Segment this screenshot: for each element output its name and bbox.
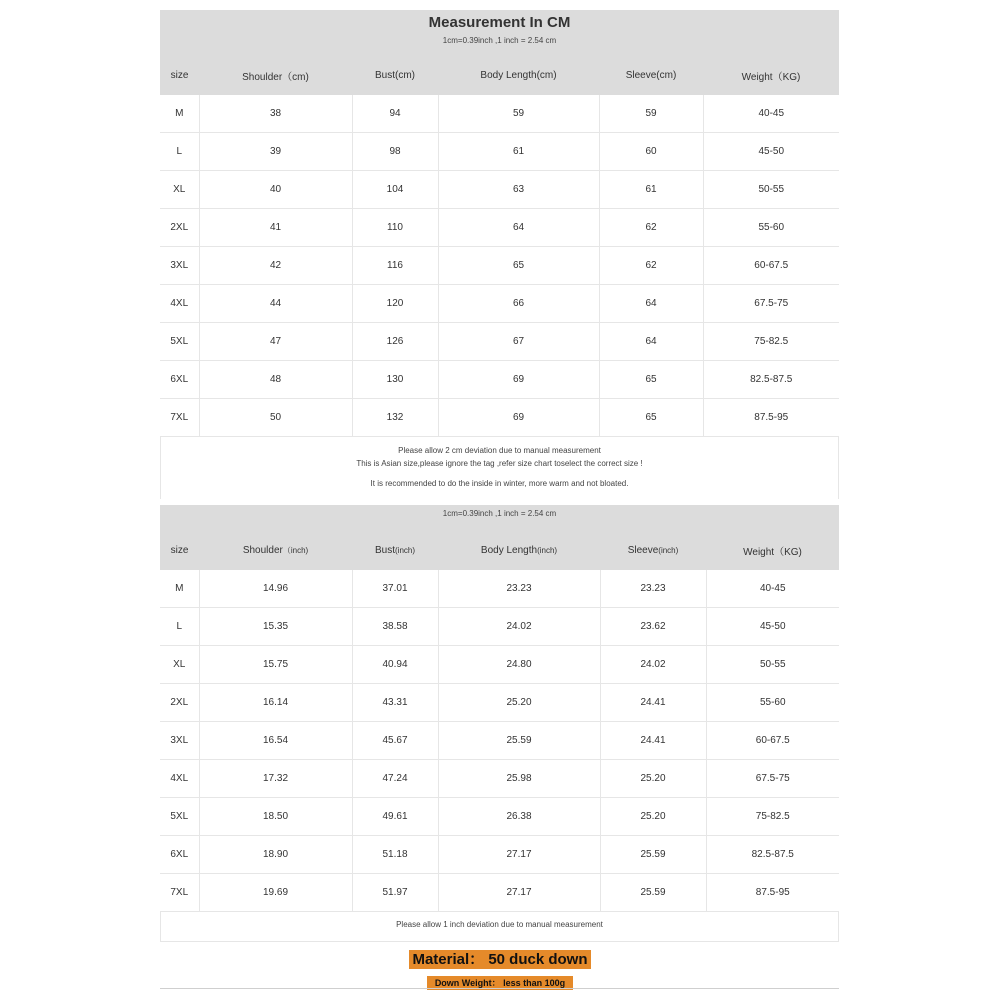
cm-header-bust: Bust(cm) xyxy=(375,70,415,81)
inch-size-chart xyxy=(160,505,839,942)
inch-cell-weight: 75-82.5 xyxy=(706,798,839,836)
inch-cell-body-length: 25.59 xyxy=(438,722,600,760)
cm-cell-weight: 87.5-95 xyxy=(703,399,839,437)
inch-cell-shoulder: 14.96 xyxy=(199,570,352,608)
inch-cell-weight: 67.5-75 xyxy=(706,760,839,798)
inch-header-size: size xyxy=(170,545,189,556)
inch-cell-body-length: 24.02 xyxy=(438,608,600,646)
inch-cell-shoulder: 17.32 xyxy=(199,760,352,798)
inch-cell-weight: 50-55 xyxy=(706,646,839,684)
inch-cell-shoulder: 18.50 xyxy=(199,798,352,836)
cm-cell-body-length: 59 xyxy=(438,95,599,133)
cm-cell-sleeve: 64 xyxy=(599,285,703,323)
inch-cell-body-length: 25.98 xyxy=(438,760,600,798)
inch-cell-weight: 45-50 xyxy=(706,608,839,646)
inch-conversion-note: 1cm=0.39inch ,1 inch = 2.54 cm xyxy=(442,509,557,518)
inch-table-row xyxy=(160,570,839,608)
cm-table-row xyxy=(160,247,839,285)
cm-cell-sleeve: 65 xyxy=(599,361,703,399)
cm-cell-weight: 75-82.5 xyxy=(703,323,839,361)
inch-cell-shoulder: 16.14 xyxy=(199,684,352,722)
cm-cell-shoulder: 50 xyxy=(199,399,352,437)
inch-cell-sleeve: 24.02 xyxy=(600,646,706,684)
inch-cell-size: M xyxy=(160,570,199,608)
cm-cell-weight: 50-55 xyxy=(703,171,839,209)
inch-cell-body-length: 26.38 xyxy=(438,798,600,836)
cm-cell-shoulder: 38 xyxy=(199,95,352,133)
cm-cell-size: XL xyxy=(160,171,199,209)
inch-table-row xyxy=(160,684,839,722)
cm-cell-bust: 110 xyxy=(352,209,438,247)
inch-cell-bust: 51.97 xyxy=(352,874,438,912)
cm-cell-size: 7XL xyxy=(160,399,199,437)
inch-cell-shoulder: 16.54 xyxy=(199,722,352,760)
winter-recommendation-note: It is recommended to do the inside in winter, more warm and not bloated. xyxy=(370,479,629,488)
cm-cell-bust: 98 xyxy=(352,133,438,171)
cm-cell-body-length: 67 xyxy=(438,323,599,361)
cm-cell-body-length: 61 xyxy=(438,133,599,171)
cm-cell-weight: 82.5-87.5 xyxy=(703,361,839,399)
inch-cell-size: L xyxy=(160,608,199,646)
cm-cell-bust: 126 xyxy=(352,323,438,361)
inch-cell-sleeve: 25.20 xyxy=(600,760,706,798)
inch-table-body xyxy=(160,570,839,912)
inch-cell-weight: 55-60 xyxy=(706,684,839,722)
cm-cell-bust: 104 xyxy=(352,171,438,209)
cm-cell-size: L xyxy=(160,133,199,171)
cm-table-row xyxy=(160,361,839,399)
inch-cell-weight: 87.5-95 xyxy=(706,874,839,912)
inch-table-row xyxy=(160,760,839,798)
cm-table-body xyxy=(160,95,839,437)
cm-cell-size: 4XL xyxy=(160,285,199,323)
cm-cell-sleeve: 65 xyxy=(599,399,703,437)
cm-header-body-length: Body Length(cm) xyxy=(480,70,557,81)
material-label: Material： 50 duck down xyxy=(409,950,591,969)
inch-cell-sleeve: 25.59 xyxy=(600,874,706,912)
down-weight-label: Down Weight： less than 100g xyxy=(427,976,573,990)
inch-cell-body-length: 24.80 xyxy=(438,646,600,684)
inch-cell-sleeve: 23.23 xyxy=(600,570,706,608)
inch-cell-size: 4XL xyxy=(160,760,199,798)
cm-cell-size: 5XL xyxy=(160,323,199,361)
inch-cell-shoulder: 15.75 xyxy=(199,646,352,684)
inch-cell-bust: 37.01 xyxy=(352,570,438,608)
cm-cell-body-length: 65 xyxy=(438,247,599,285)
inch-cell-sleeve: 23.62 xyxy=(600,608,706,646)
cm-cell-shoulder: 44 xyxy=(199,285,352,323)
inch-cell-sleeve: 25.20 xyxy=(600,798,706,836)
inch-deviation-note: Please allow 1 inch deviation due to manual measurement xyxy=(396,920,603,929)
inch-header-sleeve: Sleeve(inch) xyxy=(627,545,679,556)
cm-cell-shoulder: 42 xyxy=(199,247,352,285)
inch-table-row xyxy=(160,646,839,684)
inch-cell-bust: 49.61 xyxy=(352,798,438,836)
inch-cell-sleeve: 24.41 xyxy=(600,722,706,760)
cm-deviation-note: Please allow 2 cm deviation due to manual measurement xyxy=(398,446,601,455)
inch-notes xyxy=(160,912,839,942)
inch-table-row xyxy=(160,874,839,912)
cm-cell-size: 6XL xyxy=(160,361,199,399)
inch-table-row xyxy=(160,608,839,646)
cm-chart-header xyxy=(160,10,839,95)
inch-cell-size: 7XL xyxy=(160,874,199,912)
inch-cell-bust: 47.24 xyxy=(352,760,438,798)
cm-cell-body-length: 63 xyxy=(438,171,599,209)
cm-cell-bust: 94 xyxy=(352,95,438,133)
inch-cell-weight: 40-45 xyxy=(706,570,839,608)
cm-cell-bust: 132 xyxy=(352,399,438,437)
inch-cell-weight: 82.5-87.5 xyxy=(706,836,839,874)
inch-cell-bust: 38.58 xyxy=(352,608,438,646)
cm-cell-bust: 120 xyxy=(352,285,438,323)
cm-table-row xyxy=(160,323,839,361)
inch-table-row xyxy=(160,836,839,874)
cm-cell-shoulder: 48 xyxy=(199,361,352,399)
inch-cell-size: 6XL xyxy=(160,836,199,874)
inch-cell-sleeve: 24.41 xyxy=(600,684,706,722)
cm-column-headers xyxy=(160,68,839,83)
cm-header-shoulder: Shoulder（cm) xyxy=(242,72,309,83)
inch-cell-shoulder: 15.35 xyxy=(199,608,352,646)
cm-cell-sleeve: 64 xyxy=(599,323,703,361)
cm-table-row xyxy=(160,133,839,171)
cm-cell-sleeve: 61 xyxy=(599,171,703,209)
asian-size-note: This is Asian size,please ignore the tag ,refer size chart toselect the correct size ! xyxy=(356,459,643,468)
cm-cell-weight: 60-67.5 xyxy=(703,247,839,285)
inch-cell-size: XL xyxy=(160,646,199,684)
inch-cell-body-length: 25.20 xyxy=(438,684,600,722)
cm-cell-body-length: 69 xyxy=(438,399,599,437)
cm-cell-shoulder: 41 xyxy=(199,209,352,247)
divider xyxy=(160,988,839,989)
inch-cell-sleeve: 25.59 xyxy=(600,836,706,874)
cm-header-size: size xyxy=(170,70,189,81)
inch-cell-bust: 45.67 xyxy=(352,722,438,760)
cm-cell-sleeve: 62 xyxy=(599,247,703,285)
inch-cell-body-length: 23.23 xyxy=(438,570,600,608)
cm-table-row xyxy=(160,171,839,209)
cm-cell-shoulder: 39 xyxy=(199,133,352,171)
cm-table-row xyxy=(160,95,839,133)
inch-cell-bust: 51.18 xyxy=(352,836,438,874)
cm-cell-shoulder: 40 xyxy=(199,171,352,209)
cm-cell-bust: 116 xyxy=(352,247,438,285)
inch-table-row xyxy=(160,798,839,836)
cm-table-row xyxy=(160,399,839,437)
cm-cell-body-length: 69 xyxy=(438,361,599,399)
cm-cell-sleeve: 59 xyxy=(599,95,703,133)
inch-cell-bust: 40.94 xyxy=(352,646,438,684)
cm-cell-size: 3XL xyxy=(160,247,199,285)
inch-cell-weight: 60-67.5 xyxy=(706,722,839,760)
cm-cell-size: 2XL xyxy=(160,209,199,247)
inch-column-headers xyxy=(160,543,839,558)
inch-header-shoulder: Shoulder（inch) xyxy=(242,545,309,556)
cm-table-row xyxy=(160,209,839,247)
inch-header-bust: Bust(inch) xyxy=(374,545,416,556)
cm-cell-weight: 45-50 xyxy=(703,133,839,171)
cm-header-weight: Weight（KG) xyxy=(741,72,801,83)
cm-cell-weight: 67.5-75 xyxy=(703,285,839,323)
inch-cell-shoulder: 19.69 xyxy=(199,874,352,912)
cm-conversion-note: 1cm=0.39inch ,1 inch = 2.54 cm xyxy=(442,36,557,45)
inch-table-row xyxy=(160,722,839,760)
inch-header-body-length: Body Length(inch) xyxy=(480,545,558,556)
inch-cell-shoulder: 18.90 xyxy=(199,836,352,874)
cm-cell-sleeve: 62 xyxy=(599,209,703,247)
inch-cell-body-length: 27.17 xyxy=(438,836,600,874)
cm-cell-body-length: 64 xyxy=(438,209,599,247)
inch-cell-size: 5XL xyxy=(160,798,199,836)
cm-header-sleeve: Sleeve(cm) xyxy=(625,70,677,81)
inch-chart-header xyxy=(160,505,839,570)
cm-notes xyxy=(160,437,839,499)
cm-cell-weight: 40-45 xyxy=(703,95,839,133)
cm-size-chart xyxy=(160,10,839,499)
cm-cell-size: M xyxy=(160,95,199,133)
inch-cell-size: 2XL xyxy=(160,684,199,722)
cm-cell-shoulder: 47 xyxy=(199,323,352,361)
cm-cell-body-length: 66 xyxy=(438,285,599,323)
cm-cell-bust: 130 xyxy=(352,361,438,399)
inch-cell-body-length: 27.17 xyxy=(438,874,600,912)
cm-table-row xyxy=(160,285,839,323)
inch-cell-bust: 43.31 xyxy=(352,684,438,722)
inch-cell-size: 3XL xyxy=(160,722,199,760)
inch-header-weight: Weight（KG) xyxy=(743,547,802,558)
cm-chart-title: Measurement In CM xyxy=(428,14,571,31)
cm-cell-sleeve: 60 xyxy=(599,133,703,171)
cm-cell-weight: 55-60 xyxy=(703,209,839,247)
